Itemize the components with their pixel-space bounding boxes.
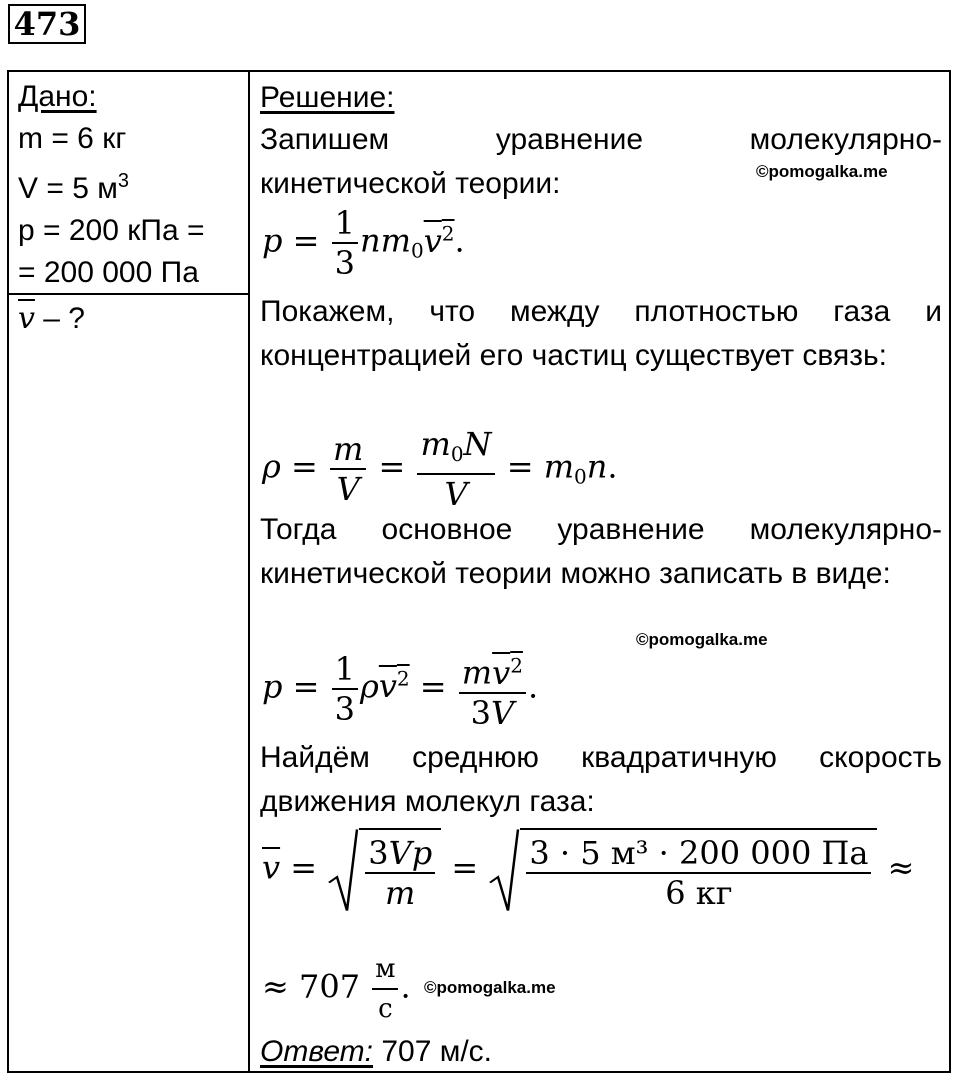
column-divider [248,70,250,1073]
watermark: ©pomogalka.me [636,630,768,649]
paragraph-intro: Запишем уравнение молекулярно- [260,123,942,156]
problem-number: 473 [8,4,86,44]
paragraph-form: Тогда основное уравнение молекулярно-кинетической теории можно записать в виде: [260,513,942,590]
find-rest: – ? [34,302,85,335]
answer-label: Ответ: [260,1035,373,1068]
paragraph-density: Покажем, что между плотностью газа и концентрацией его частиц существует связь: [260,295,942,372]
answer-line [260,1030,492,1074]
result: ≈ 707 $\frac{м}{с}$ . [262,950,411,1028]
answer-value: 707 м/с. [373,1035,493,1068]
equation-1: p = $\frac{1}{3}$ $nm_0v^2$. [262,204,465,282]
sqrt-symbolic: $\frac{3Vp}{m}$ [327,828,441,912]
equation-3: p = $\frac{1}{3}$ $\rho v^2$ = $\frac{mv^2}{3V}$ . [262,646,538,732]
given-pressure: p = 200 кПа = [18,214,205,247]
paragraph-speed: Найдём среднюю квадратичную скорость движения молекул газа: [260,741,942,818]
sqrt-numeric: $\frac{\text{3 · 5 м³ · 200 000 Па}}{6 кг}$ [488,828,877,912]
given-pressure-si: = 200 000 Па [18,256,199,289]
watermark: ©pomogalka.me [424,978,556,997]
given-title: Дано: [18,80,97,113]
given-block [18,76,246,294]
solution-title: Решение: [260,81,395,114]
paragraph-intro-2: кинетической теории: [260,167,561,200]
find-symbol: $\overline{v}$ [18,301,35,336]
find-block [18,296,85,342]
given-volume: V = 5 $м^3$ [18,170,129,205]
given-mass: m = 6 кг [18,122,127,155]
equation-4: $\overline{v}$ = $\frac{3Vp}{m}$ = $\frac{\text{3 · 5 м³ · 200 000 Па}}{6 кг}$ ≈ [262,828,914,912]
watermark: ©pomogalka.me [756,162,888,181]
equation-2: ρ = $\frac{m}{V}$ = $\frac{m_0N}{V}$ = $m_0n$. [262,425,618,513]
